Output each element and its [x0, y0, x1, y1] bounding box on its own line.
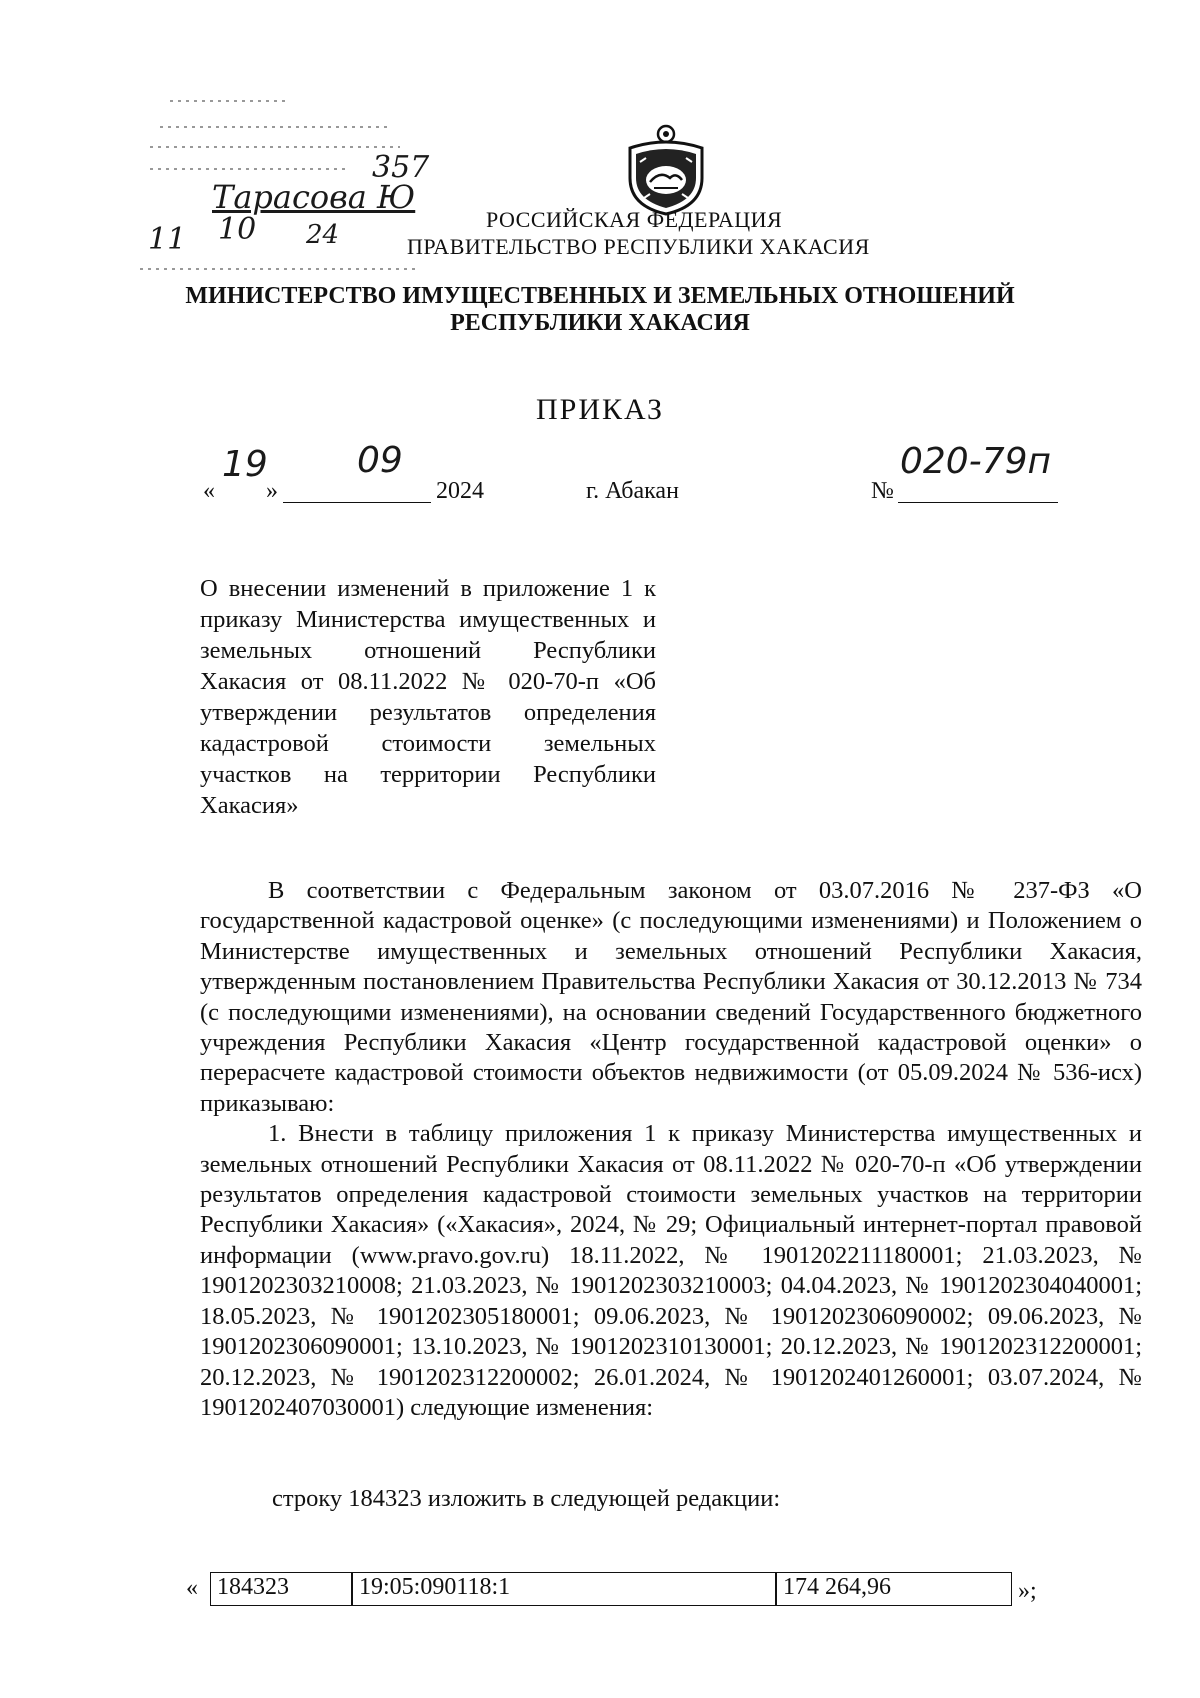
document-type-title: ПРИКАЗ: [536, 393, 664, 426]
row-intro-text: строку 184323 изложить в следующей редакции:: [272, 1485, 781, 1512]
date-quote-open: «: [203, 478, 215, 504]
row-close-quote: »;: [1018, 1578, 1037, 1604]
emblem-icon: [620, 122, 712, 218]
stamp-trace: [150, 168, 350, 170]
stamp-trace: [140, 268, 420, 270]
order-city: г. Абакан: [586, 478, 679, 504]
ministry-name-line1: МИНИСТЕРСТВО ИМУЩЕСТВЕННЫХ И ЗЕМЕЛЬНЫХ ОТНОШЕНИЙ: [185, 283, 1015, 309]
order-number-underline: [898, 502, 1058, 503]
stamp-trace: [170, 100, 290, 102]
date-month-underline: [283, 502, 431, 503]
order-month: 09: [357, 440, 403, 481]
order-subject: О внесении изменений в приложение 1 к приказу Министерства имущественных и земельных отношений Республики Хакасия от 08.11.2022 № 020-70-п «Об утверждении результатов определения кадастровой стоимости земельных участков на территории Республики Хакасия»: [200, 575, 656, 819]
order-year: 2024: [436, 478, 484, 504]
body-paragraph: 1. Внести в таблицу приложения 1 к приказу Министерства имущественных и земельных отношений Республики Хакасия от 08.11.2022 № 020-70-п «Об утверждении результатов определения кадастровой стоимости земельных участков на территории Республики Хакасия» («Хакасия», 2024, № 29; Официальный интернет-портал правовой информации (www.pravo.gov.ru) 18.11.2022, № 1901202211180001; 21.03.2023, № 1901202303210008; 21.03.2023, № 1901202303210003; 04.04.2023, № 1901202304040001; 18.05.2023, № 1901202305180001; 09.06.2023, № 1901202306090002; 09.06.2023, № 1901202306090001; 13.10.2023, № 1901202310130001; 20.12.2023, № 1901202312200001; 20.12.2023, № 1901202312200002; 26.01.2024, № 1901202401260001; 03.07.2024, № 1901202407030001) следующие изменения:: [200, 1120, 1142, 1421]
date-quote-close: »: [266, 478, 278, 504]
order-body: [200, 876, 1142, 1423]
body-paragraph: В соответствии с Федеральным законом от 03.07.2016 № 237-ФЗ «О государственной кадастровой оценке» (с последующими изменениями) и Положением о Министерстве имущественных и земельных отношений Республики Хакасия, утвержденным постановлением Правительства Республики Хакасия от 30.12.2013 № 734 (с последующими изменениями), на основании сведений Государственного бюджетного учреждения Республики Хакасия «Центр государственной кадастровой оценки» о перерасчете кадастровой стоимости объектов недвижимости (от 05.09.2024 № 536-исх) приказываю:: [200, 877, 1142, 1117]
stamp-trace: [150, 146, 400, 148]
row-open-quote: «: [186, 1575, 198, 1601]
table-cell-row-number: 184323: [210, 1572, 352, 1606]
ministry-name-line2: РЕСПУБЛИКИ ХАКАСИЯ: [450, 310, 750, 336]
stamp-month: 10: [218, 212, 257, 247]
stamp-day: 11: [148, 222, 187, 257]
header-government: ПРАВИТЕЛЬСТВО РЕСПУБЛИКИ ХАКАСИЯ: [407, 234, 870, 259]
order-number-label: №: [871, 478, 894, 504]
table-cell-cadastral-number: 19:05:090118:1: [352, 1572, 776, 1606]
stamp-year: 24: [306, 220, 340, 250]
header-federation: РОССИЙСКАЯ ФЕДЕРАЦИЯ: [486, 207, 783, 232]
stamp-signature: Тарасова Ю: [212, 178, 416, 216]
coat-of-arms-emblem: [620, 122, 712, 218]
order-day: 19: [222, 444, 268, 485]
table-cell-cadastral-value: 174 264,96: [776, 1572, 1012, 1606]
stamp-trace: [160, 126, 390, 128]
order-number: 020-79п: [900, 441, 1052, 482]
stamp-number: 357: [372, 150, 430, 185]
